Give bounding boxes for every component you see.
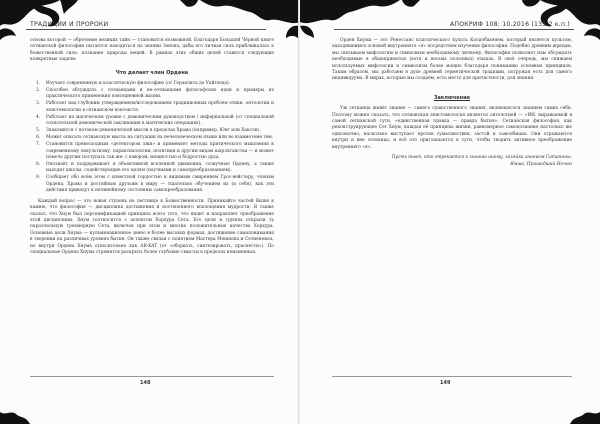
body-paragraph: Уж сетианца живёт знание — самого существенного знания, являющегося знанием самих себя. Поэтому можно сказать, что сетианская эпистемология является онтологией — «ИИ, выражаемой в самой сетианской сути, «единственная правда — правда бытия». Сетианская философия, как реконструирующее Сет Хнум, каждая её принципы жизни, равномерное самопознание настолько же однозначно, насколько выступает против сумасшествия, застой и самообмана. Они отражаются внутри и вне сетианца, и всё это приглашается к сути, чтобы творить активное преображение внутреннего «я». (332, 106, 572, 150)
list-item (30, 128, 274, 134)
page-number: 148 (140, 380, 151, 386)
list-item-text: Работает на магическом уровне с демоническим руководством / инфернальной (от специальной сознательной демонической заклинания в магических операциях). (46, 114, 274, 127)
list-item-number: 3. (36, 101, 41, 107)
list-item-number: 8. (36, 162, 41, 168)
corner-ornament-icon (0, 394, 60, 424)
body-paragraph: Каждый вопрос — это новая ступень на лестнице к Божественности. Приникайте частей Выше к камню, что философия — дисциплина достижения и постепенного воплощения мудрости. Я также сказал, что Хнум был персонификацией принципа всего того, что видит и направляет преображение этой дисциплины. Хнум соотносится с аспектом Хорхура Сета. Его цели и группы открыли ту параллельную трехмерную Сета, включая при этом и многие положительные качества Хорхура. Основные цели Хнума — кульминационное звено в более высоких формах, достижение самопонимания в творении на различных уровнях бытия. Он также связан с понятием Мастера Меншепа и Сетиенемса, но внутри Ордена Хнума относительно как АR-KAT (от «оборвать, синтезировать, праснести»). По специальные Ордена Хнума стремятся раскрыть более глубокие смыслы в пределах неизменных. (30, 198, 274, 255)
list-item (30, 162, 274, 175)
list-item-text: Способен обсуждать с сетианцами и не-сетианцами философские идеи и примеры их практического применения повседневной жизни. (46, 88, 274, 100)
list-item-number: 9. (36, 175, 41, 181)
list-item-text: Может описать сетианскую мысль на ситуации на нечеловеческом языке или во взаимотеме тем. (46, 135, 274, 141)
running-head-right: АПОКРИФ 108: 10.2016 (135.2 к.п.) (449, 21, 570, 28)
section-title: Заключение (433, 94, 470, 101)
list-item-text: Знакомится с потоком демонической мысли в пределах Храма (например, Юнг или Хаксли). (46, 128, 261, 134)
list-item-number: 2. (36, 88, 41, 94)
footer-rule (332, 376, 572, 377)
body-paragraph: Орден Хнума — это Ренессанс классического культа Колдобахенем, который является культом, находившимся основой внутреннего «я» посредством изучения философии. Подобно древним жрецам, мы связываем мифологию и символизм необходимому личному. Философия позволяет нам обсуждать необходимые в общепринятых (хотя и весьма полезных) языках. В своё очередь, мы снижаем используемых мифологии и символизм более мощно благодаря пониманию основных принципов. Таким образом, мы работаем в духе древней герметической традиции, погружая есть для самого индивидуума. В мирах, которые мы создаём, есть место для причастности, для знания. (332, 38, 572, 82)
list-item-text: Опознаёт и поддерживает в объективной вселенной движения, созвучные Ордену, а также находит школы, содействующие его целям (научными и самопреобразованием). (46, 162, 274, 174)
header-rule (26, 29, 266, 30)
footer-rule (30, 376, 274, 377)
list-item-number: 6. (36, 135, 41, 141)
list-item (30, 88, 274, 101)
section-title: Что делает член Ордена (115, 69, 189, 76)
right-page-content (332, 38, 572, 168)
list-item-text: Изучает современную и классическую философию (от Гераклита до Уайтхеда). (46, 81, 231, 87)
page-number: 149 (440, 380, 451, 386)
list-item-number: 1. (36, 81, 41, 87)
list-item-number: 4. (36, 114, 41, 120)
list-item (30, 135, 274, 141)
list-item (30, 175, 274, 194)
corner-ornament-icon (540, 394, 600, 424)
header-rule (334, 29, 574, 30)
list-item (30, 142, 274, 161)
list-item-text: Сообщает обо всём этом с известной гордостью и видимым смирением Грос-вейстеру, членам Ордена, Храма и достойным друзьям в миру — тщательно обучением их (и себя), как эти действия приведут к нелинейному состоянию самопреобразования. (46, 175, 274, 194)
list-item-text: Становится превосходным «детектором лжи» и применяет методы критического мышления к современному оккультизму, парапсихологии, политики и другим видам шарлатанства — и может помочь другим поступать так же: с юмором, мощностью и бодростью духа. (46, 142, 274, 161)
running-head-left: ТРАДИЦИИ И ПРОРОКИ (30, 21, 109, 28)
duties-list (30, 81, 274, 195)
list-item (30, 81, 274, 87)
epigraph-author: Ямшо, Пришедший Ночью (510, 161, 572, 167)
right-page (300, 0, 600, 424)
list-item-number: 5. (36, 128, 41, 134)
epigraph-quote: Пусть пьют, кто отрекается к знанию иному, хозяйка знанием Сатанины, (391, 155, 572, 161)
list-item (30, 101, 274, 114)
intro-paragraph: основа которой — обретение великих тайн — становится возможной. Благодаря Большой Чёрной книге сетианской философии пытается находиться на знании Зенона, дабы его личная сила приближалась к божественной силе, познание природы вещей. В рамках этих общих целей ставятся следующие конкретные задачи: (30, 38, 274, 63)
left-page-content (30, 38, 274, 257)
list-item-number: 7. (36, 142, 41, 148)
list-item-text: Работает над глубоким утверждением/исследованием традиционных проблем этики, онтологии и эпистемологии в сетианском контексте. (46, 101, 274, 113)
list-item (30, 115, 274, 128)
